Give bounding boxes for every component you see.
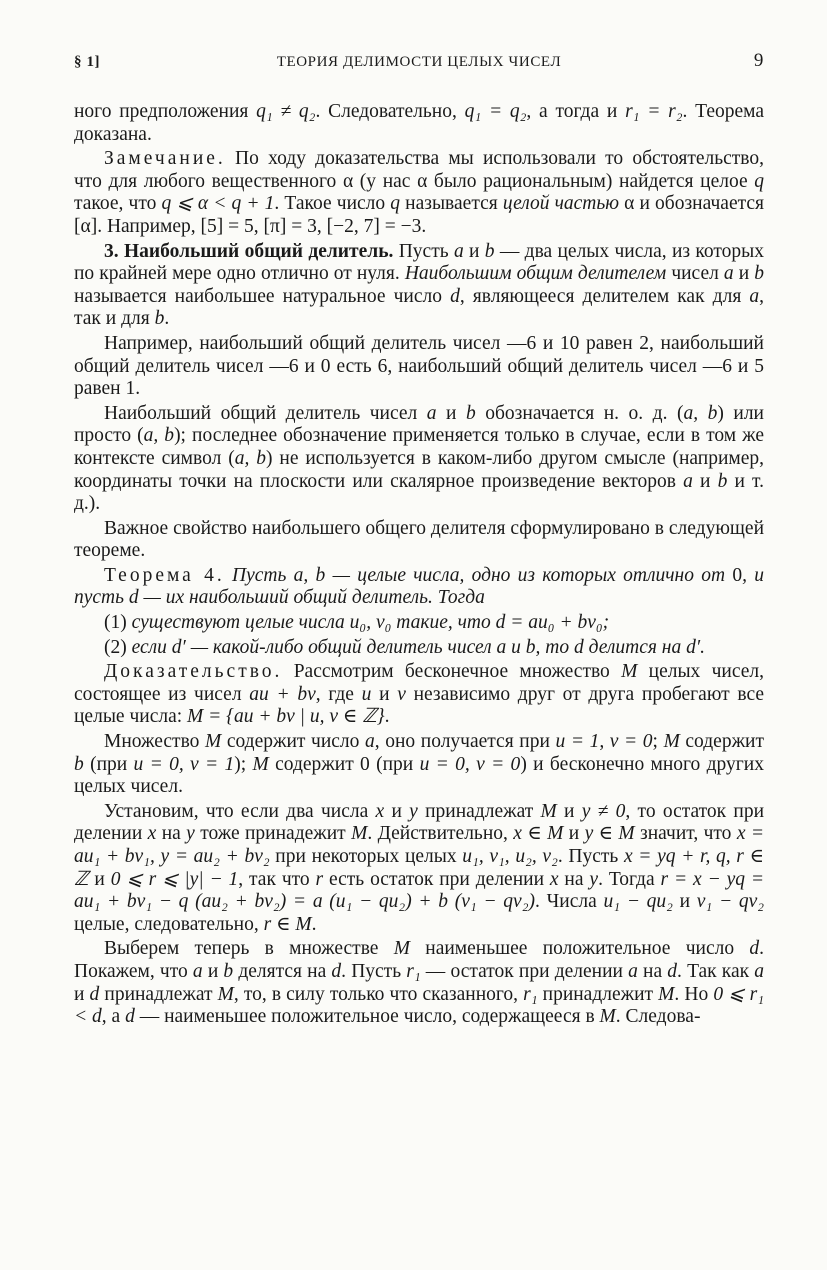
italic-text: d (125, 1006, 135, 1028)
text-run: содержит (679, 731, 765, 753)
text-run: (1) (104, 612, 132, 634)
text-run: и (371, 683, 398, 705)
paragraph (74, 148, 764, 238)
italic-text: d (331, 960, 342, 982)
italic-text: x ∈ M (513, 823, 564, 845)
italic-text: y (589, 868, 599, 890)
italic-text: u₁, v₁, u₂, v₂ (462, 846, 558, 867)
text-run: . Покажем, что (74, 938, 764, 982)
text-run: называется (400, 193, 503, 215)
italic-text: q (754, 170, 764, 192)
italic-text: M (351, 823, 368, 845)
text-run: принадлежит (537, 983, 659, 1005)
italic-text: d (89, 983, 100, 1005)
text-run: обозначается н. о. д. ( (475, 402, 684, 424)
italic-text: M (663, 731, 680, 753)
italic-text: q₁ = q₂ (464, 101, 527, 122)
italic-text: r = x − yq = au₁ + bv₁ − q (au₂ + bv₂) = a (u₁ − qu₂) + b (v₁ − qv₂) (74, 868, 765, 913)
italic-text: r ∈ M (263, 913, 312, 935)
text-run: целых чисел, состоящее из чисел (74, 661, 764, 705)
text-run: делятся на (233, 960, 332, 982)
text-run: Установим, что если два числа (104, 800, 376, 822)
italic-text: r₁ (406, 960, 421, 982)
text-run: при некоторых целых (269, 846, 463, 867)
text-run: на (558, 868, 590, 890)
italic-text: q (390, 193, 401, 215)
text-run: — наименьшее положительное число, содержащееся в (134, 1006, 600, 1028)
italic-text: b (754, 263, 764, 285)
text-run: и (463, 240, 485, 262)
italic-text: a (754, 960, 765, 982)
text-run: и (202, 960, 224, 982)
italic-text: u = 0, v = 0 (419, 753, 521, 775)
spaced-heading: Замечание. (104, 148, 226, 170)
text-run: , то, в силу только что сказанного, (233, 983, 524, 1005)
text-run: . Пусть (557, 846, 624, 867)
paragraph (74, 101, 764, 146)
italic-text: a (426, 402, 437, 424)
italic-text: x = au₁ + bv₁, y = au₂ + bv₂ (74, 823, 765, 867)
text-run: ); последнее обозначение применяется только в случае, если в том же контексте символ ( (74, 425, 764, 469)
text-run: . Тогда (598, 868, 661, 890)
text-run: и т. д.). (74, 470, 764, 515)
text-run: есть остаток при делении (323, 868, 550, 890)
italic-text: d (749, 938, 760, 960)
text-run: . (311, 913, 317, 935)
italic-text: M (252, 753, 269, 775)
text-run: , где (315, 683, 362, 705)
italic-text: M (658, 983, 675, 1005)
italic-text: y (409, 800, 418, 822)
text-run: независимо друг от друга пробегают все целые числа: (74, 683, 764, 728)
bold-heading: 3. Наибольший общий делитель. (104, 240, 394, 262)
text-run: такое, что (74, 193, 162, 215)
italic-text: b (223, 960, 234, 982)
italic-text: Наибольшим общим делителем (404, 263, 667, 285)
italic-text: , и пусть d — их наибольший общий делитель. Тогда (74, 564, 765, 609)
italic-text: r₁ = r₂ (625, 101, 683, 122)
spaced-heading: Теорема 4. (104, 564, 225, 586)
italic-text: y ∈ M (584, 823, 635, 845)
paragraph (74, 333, 764, 401)
text-run: α и обозначается [α]. Например, [5] = 5, [π] = 3, [−2, 7] = −3. (74, 193, 764, 237)
text-run: Выберем теперь в множестве (104, 938, 394, 960)
text-run: Рассмотрим бесконечное множество (282, 661, 622, 683)
text-run: , так и для (74, 285, 765, 330)
theorem-item (74, 612, 764, 635)
text-run: ) не используется в каком-либо другом смысле (например, координаты точки на плоскости или скалярное произведение векторов (74, 447, 765, 492)
text-run: (при (83, 753, 134, 775)
paragraph (74, 938, 764, 1028)
text-run: и (563, 823, 585, 845)
italic-text: 0 ⩽ r₁ < d (74, 983, 764, 1028)
text-run: . Такое число (274, 193, 391, 215)
paragraph (74, 518, 764, 563)
italic-text: v₁ − qv₂ (696, 891, 765, 913)
italic-text: r₁ (523, 983, 538, 1005)
italic-text: a, b (143, 425, 175, 447)
text-run: и (692, 470, 718, 492)
text-run: Множество (104, 731, 205, 753)
italic-text: y (186, 823, 195, 845)
text-run: ного предположения (74, 101, 257, 122)
text-run: . Следовательно, (315, 101, 465, 122)
text-run: и (74, 983, 90, 1005)
italic-text: x (147, 823, 157, 845)
text-run: ; (652, 731, 664, 753)
italic-text: b (717, 470, 728, 492)
paragraph (74, 241, 764, 331)
italic-text: 0 ⩽ r ⩽ |y| − 1 (110, 868, 239, 890)
italic-text: M = {au + bv | u, v ∈ ℤ} (187, 706, 385, 728)
italic-text: если d′ — какой-либо общий делитель чисел a и b, то d делится на d′. (131, 636, 705, 658)
running-header (74, 48, 764, 74)
text-run: Важное свойство наибольшего общего делителя сформулировано в следующей теореме. (74, 517, 764, 562)
italic-text: b (484, 240, 495, 262)
italic-text: q ⩽ α < q + 1 (161, 193, 275, 215)
italic-text: u = 1, v = 0 (555, 731, 653, 753)
paragraph (74, 661, 764, 729)
paragraph (74, 801, 764, 937)
italic-text: x (549, 868, 559, 890)
text-run: По ходу доказательства мы использовали то обстоятельство, что для любого вещественного α (у нас α было рациональным) найдется целое (74, 148, 764, 192)
page-number: 9 (753, 50, 764, 71)
text-run: содержит число (221, 731, 366, 753)
italic-text: q₁ ≠ q₂ (256, 101, 316, 122)
text-run: и (733, 263, 755, 285)
text-run: ) и бесконечно много других целых чисел. (74, 753, 764, 798)
italic-text: M (393, 938, 410, 960)
italic-text: a (723, 263, 734, 285)
italic-text: au + bv (249, 683, 316, 705)
text-run: значит, что (634, 823, 737, 845)
text-run: , являющееся делителем как для (459, 285, 750, 307)
text-run: и (436, 402, 466, 424)
running-title: ТЕОРИЯ ДЕЛИМОСТИ ЦЕЛЫХ ЧИСЕЛ (276, 54, 562, 70)
text-run: и (384, 800, 410, 822)
italic-text: M (621, 661, 638, 683)
text-run: . Следова- (615, 1006, 701, 1028)
text-run: (2) (104, 636, 132, 658)
text-run: Например, наибольший общий делитель чисел —6 и 10 равен 2, наибольший общий делитель чисел —6 и 0 есть 6, наибольший общий делитель чисел —6 и 5 равен 1. (74, 332, 764, 400)
text-run: наименьшее положительное число (409, 938, 750, 960)
text-run: Наибольший общий делитель чисел (104, 402, 427, 424)
text-run: чисел (666, 263, 724, 285)
text-run: на (637, 960, 668, 982)
text-run: ); (234, 753, 253, 775)
paragraph (74, 565, 764, 610)
italic-text: целой частью (502, 193, 620, 215)
italic-text: x (375, 800, 385, 822)
text-run: Пусть (393, 240, 454, 262)
italic-text: a (683, 470, 693, 492)
text-run: ) или просто ( (74, 402, 764, 447)
text-run: . Но (674, 983, 714, 1005)
paragraph (74, 731, 764, 799)
text-run: , так что (238, 868, 316, 890)
text-run: принадлежат (99, 983, 218, 1005)
text-run: , а тогда и (526, 101, 626, 122)
italic-text: v (397, 683, 406, 705)
italic-text: M (540, 800, 557, 822)
text-run: и (88, 868, 111, 890)
italic-text: d (450, 285, 460, 307)
spaced-heading: Доказательство. (104, 661, 283, 683)
italic-text: a, b (234, 447, 266, 469)
section-mark: § 1] (74, 54, 101, 70)
text-run: — остаток при делении (420, 960, 629, 982)
text-run: тоже принадежит (194, 823, 352, 845)
italic-text: Пусть a, b — целые числа, одно из которых отлично от (224, 564, 733, 586)
text-run: . (164, 308, 170, 330)
italic-text: M (205, 731, 222, 753)
text-run: , то остаток при делении (74, 800, 765, 845)
text-run: , оно получается при (374, 731, 556, 753)
italic-text: M (599, 1006, 616, 1028)
text-run: принадлежат (417, 800, 541, 822)
text-run: целые, следовательно, (74, 913, 264, 935)
italic-text: u (361, 683, 372, 705)
italic-text: a (749, 285, 760, 307)
paragraph (74, 403, 764, 516)
text-run: и (672, 891, 697, 913)
italic-text: M (217, 983, 234, 1005)
text-run: . (384, 706, 390, 728)
text-run: . Пусть (341, 960, 407, 982)
italic-text: b (154, 308, 165, 330)
italic-text: a (192, 960, 203, 982)
italic-text: u₁ − qu₂ (603, 891, 673, 913)
italic-text: a (453, 240, 464, 262)
text-run: содержит 0 (при (268, 753, 420, 775)
italic-text: x = yq + r, q, r ∈ ℤ (74, 846, 765, 890)
italic-text: a (628, 960, 638, 982)
italic-text: y ≠ 0 (581, 800, 626, 822)
text-run: . Числа (534, 891, 604, 913)
italic-text: u = 0, v = 1 (133, 753, 235, 775)
page-body (74, 101, 764, 1029)
text-run: , а (101, 1006, 126, 1028)
italic-text: r (315, 868, 324, 890)
text-run: и (556, 800, 582, 822)
text-run: . Так как (677, 960, 755, 982)
text-run: 0 (732, 564, 743, 586)
italic-text: b (74, 753, 84, 775)
italic-text: b (466, 402, 476, 424)
theorem-item (74, 637, 764, 660)
text-run: называется наибольшее натуральное число (74, 285, 451, 307)
text-run: — два целых числа, из которых по крайней мере одно отлично от нуля. (74, 240, 765, 285)
text-run: на (156, 823, 187, 845)
italic-text: существуют целые числа u₀, v₀ такие, что d = au₀ + bv₀; (131, 612, 610, 634)
text-run: . Теорема доказана. (74, 101, 765, 145)
italic-text: a (365, 731, 375, 753)
italic-text: d (667, 960, 678, 982)
italic-text: a, b (683, 402, 718, 424)
text-run: . Действительно, (367, 823, 514, 845)
